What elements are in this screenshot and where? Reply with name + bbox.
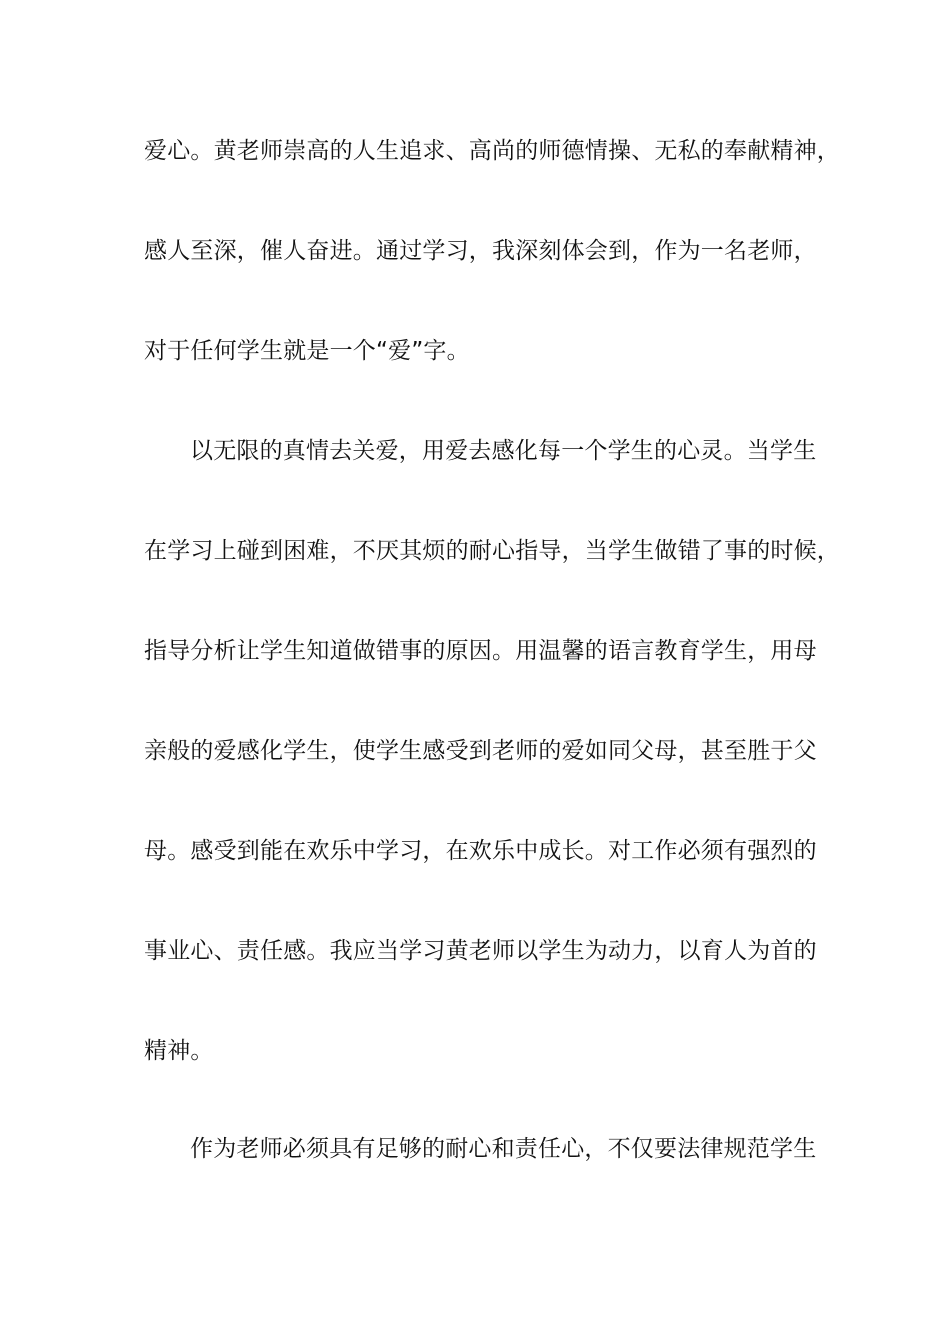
text-line: 母。感受到能在欢乐中学习，在欢乐中成长。对工作必须有强烈的 [144,838,817,864]
text-line: 亲般的爱感化学生，使学生感受到老师的爱如同父母，甚至胜于父 [144,738,817,764]
text-line: 爱心。黄老师崇高的人生追求、高尚的师德情操、无私的奉献精神， [144,138,840,164]
paragraph-start-line: 作为老师必须具有足够的耐心和责任心，不仅要法律规范学生 [190,1136,817,1162]
paragraph-start-line: 以无限的真情去关爱，用爱去感化每一个学生的心灵。当学生 [190,438,817,464]
text-line: 指导分析让学生知道做错事的原因。用温馨的语言教育学生，用母 [144,638,817,664]
text-line: 对于任何学生就是一个“爱”字。 [144,338,470,364]
text-line: 在学习上碰到困难，不厌其烦的耐心指导，当学生做错了事的时候， [144,538,840,564]
text-line: 精神。 [144,1038,214,1064]
text-line: 感人至深，催人奋进。通过学习，我深刻体会到，作为一名老师， [144,238,817,264]
text-line: 事业心、责任感。我应当学习黄老师以学生为动力，以育人为首的 [144,938,817,964]
